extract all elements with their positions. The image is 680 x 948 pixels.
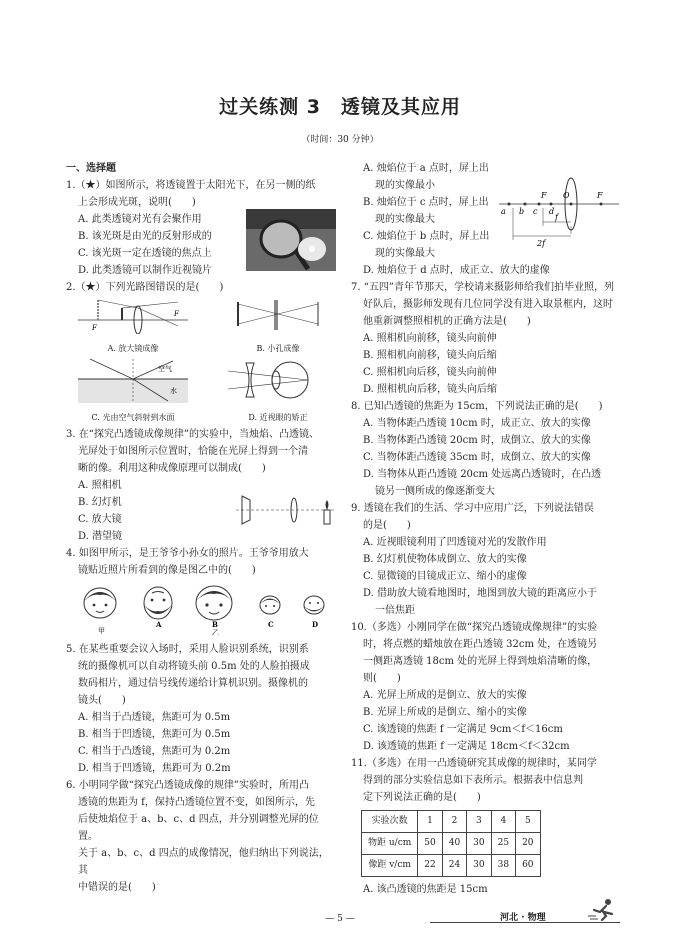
table-row: 实验次数 1 2 3 4 5 [362,811,541,833]
svg-text:甲: 甲 [98,627,105,635]
bench-setup-diagram [236,492,336,528]
table-row: 物距 u/cm 50 40 30 25 20 [362,833,541,855]
diagram-magnifier-image [78,296,188,334]
experiment-table [361,810,541,877]
svg-text:D: D [312,620,319,629]
svg-text:F: F [174,310,179,318]
figure-label-b: B. 小孔成像 [256,344,300,353]
question-6-options: A. 烛焰位于 a 点时，屏上出 现的实像最小 B. 烛焰位于 c 点时，屏上出 现的实像最大 C. 烛焰位于 b 点时，屏上出 现的实像最大 D. 烛焰位于 d 点时，成正立、放大的虚像 a b c d F F O f 2f [351,160,621,279]
question-6-stem: 6. 小明同学做“探究凸透镜成像的规律”实验时，所用凸 透镜的焦距为 f，保持凸透镜位置不变，如图所示，先 后使烛焰位于 a、b、c、d 四点，并分别调整光屏的位置。 关于 a、b、c、d 四点的成像情况，他归纳出下列说法，其 中错误的是( ) [66,780,329,893]
q3-option-a[interactable]: A. 照相机 [78,480,122,491]
svg-text:F: F [597,191,603,200]
q1-option-b[interactable]: B. 该光斑是由光的反射形成的 [78,231,212,242]
footer-brand: 河北 · 物理 [500,913,546,923]
question-10: 10.（多选）小刚同学在做“探究凸透镜成像规律”的实验 时，将点燃的蜡烛放在距凸透镜 32cm 处，在透镜另 一侧距离透镜 18cm 处的光屏上得到烛焰清晰的像， 则( ) A. 光屏上所成的是倒立、放大的实像 B. 光屏上所成的是倒立、缩小的实像 C. 该透镜的焦距 f 一定满足 9cm＜f＜16cm D. 该透镜的焦距 f 一定满足 18cm＜f＜32cm [351,619,621,755]
q9-option-d[interactable]: D. 借助放大镜看地图时，地图到放大镜的距离应小于 [363,588,598,599]
q9-option-c[interactable]: C. 显微镜的目镜成正立、缩小的虚像 [363,571,527,582]
svg-text:2f: 2f [537,239,546,248]
q7-option-b[interactable]: B. 照相机向前移，镜头向后缩 [363,350,497,361]
q5-option-b[interactable]: B. 相当于凹透镜，焦距可为 0.5m [78,729,231,740]
svg-text:d: d [549,207,555,216]
q10-option-c[interactable]: C. 该透镜的焦距 f 一定满足 9cm＜f＜16cm [363,724,563,735]
q6-option-a[interactable]: A. 烛焰位于 a 点时，屏上出 [363,163,489,174]
svg-text:F: F [92,324,97,332]
q10-option-d[interactable]: D. 该透镜的焦距 f 一定满足 18cm＜f＜32cm [363,741,570,752]
girl-photo-option-d [304,596,324,614]
q9-option-a[interactable]: A. 近视眼镜利用了凹透镜对光的发散作用 [363,537,547,548]
q7-option-a[interactable]: A. 照相机向前移，镜头向前伸 [363,333,497,344]
svg-text:F: F [541,191,547,200]
girl-photo-option-b [196,586,232,620]
question-7: 7. “五四”青年节那天，学校请来摄影师给我们拍毕业照，列 好队后，摄影师发现有几位同学没有进入取景框内，这时 他重新调整照相机的正确方法是( ) A. 照相机向前移，镜头向前伸 B. 照相机向前移，镜头向后缩 C. 照相机向后移，镜头向前伸 D. 照相机向后移，镜头向后缩 [351,279,621,398]
diagram-myopia-correction [228,357,328,403]
q3-option-c[interactable]: C. 放大镜 [78,514,122,525]
lens-points-diagram [499,174,619,250]
question-4: 4. 如图甲所示，是王爷爷小孙女的照片。王爷爷用放大 镜贴近照片所看到的像是图乙中的( ) 甲 A B 乙 C D [66,545,338,641]
diagram-refraction [78,357,188,403]
q6-option-b[interactable]: B. 烛焰位于 c 点时，屏上出 [363,197,489,208]
time-limit: （时间：30 分钟） [301,135,379,145]
page-number: — 5 — [325,914,355,924]
q11-option-a[interactable]: A. 该凸透镜的焦距是 15cm [363,884,488,895]
q8-option-d[interactable]: D. 当物体从距凸透镜 20cm 处远离凸透镜时，在凸透 [363,469,602,480]
svg-text:C: C [268,620,274,629]
figure-label-a: A. 放大镜成像 [107,344,159,353]
page-title: 过关练测 3 透镜及其应用 [219,96,461,118]
question-8: 8. 已知凸透镜的焦距为 15cm，下列说法正确的是( ) A. 当物体距凸透镜 10cm 时，成正立、放大的实像 B. 当物体距凸透镜 20cm 时，成倒立、放大的实像 C. 当物体距凸透镜 35cm 时，成倒立、放大的实像 D. 当物体从距凸透镜 20cm 处远离凸透镜时，在凸透 镜另一侧所成的像逐渐变大 [351,398,621,500]
q7-option-c[interactable]: C. 照相机向后移，镜头向前伸 [363,367,497,378]
q3-option-b[interactable]: B. 幻灯机 [78,497,122,508]
q7-option-d[interactable]: D. 照相机向后移，镜头向后缩 [363,384,498,395]
question-2: 2.（★）下列光路图错误的是( ) F F A. 放大镜成像 B. 小孔成像 空气 水 C. 光由空气斜射到水面 D. 近视眼的矫正 [66,279,338,426]
q1-option-d[interactable]: D. 此类透镜可以制作近视镜片 [78,265,213,276]
question-3: 3. 在“探究凸透镜成像规律”的实验中，当烛焰、凸透镜、 光屏处于如图所示位置时，恰能在光屏上得到一个清 晰的像。利用这种成像原理可以制成( ) A. 照相机 B. 幻灯机 C. 放大镜 D. 潜望镜 [66,426,338,545]
right-column [351,160,621,898]
svg-text:水: 水 [170,387,177,395]
svg-text:c: c [533,207,538,216]
figure-label-c: C. 光由空气斜射到水面 [91,413,175,422]
svg-text:O: O [563,191,570,200]
section-heading: 一、选择题 [66,163,116,174]
question-5: 5. 在某些重要会议入场时，采用人脸识别系统，识别系 统的摄像机可以自动将镜头前 0.5m 处的人脸拍摄成 数码相片，通过信号线传递给计算机识别。摄像机的 镜头( ) A. 相当于凸透镜，焦距可为 0.5m B. 相当于凹透镜，焦距可为 0.5m C. 相当于凸透镜，焦距可为 0.2m D. 相当于凹透镜，焦距可为 0.2m [66,641,338,777]
svg-text:b: b [519,207,525,216]
q10-option-a[interactable]: A. 光屏上所成的是倒立、放大的实像 [363,690,527,701]
q8-option-a[interactable]: A. 当物体距凸透镜 10cm 时，成正立、放大的实像 [363,418,591,429]
q1-option-a[interactable]: A. 此类透镜对光有会聚作用 [78,214,202,225]
svg-text:乙: 乙 [212,629,219,635]
svg-text:空气: 空气 [158,365,172,373]
table-row: 像距 v/cm 22 24 30 38 60 [362,855,541,877]
q9-option-b[interactable]: B. 幻灯机使物体成倒立、放大的实像 [363,554,527,565]
question-1: 1.（★）如图所示，将透镜置于太阳光下，在另一侧的纸 上会形成光斑，说明( ) A. 此类透镜对光有会聚作用 B. 该光斑是由光的反射形成的 C. 该光斑一定在透镜的焦点上 D. 此类透镜可以制作近视镜片 [66,177,338,279]
left-column [66,160,338,896]
q10-option-b[interactable]: B. 光屏上所成的是倒立、缩小的实像 [363,707,527,718]
svg-text:B: B [212,620,218,629]
question-9: 9. 透镜在我们的生活、学习中应用广泛，下列说法错误 的是( ) A. 近视眼镜利用了凹透镜对光的发散作用 B. 幻灯机使物体成倒立、放大的实像 C. 显微镜的目镜成正立、缩小的虚像 D. 借助放大镜看地图时，地图到放大镜的距离应小于 一倍焦距 [351,500,621,619]
svg-text:A: A [156,620,162,629]
question-11: 11.（多选）在用一凸透镜研究其成像的规律时，某同学 得到的部分实验信息如下表所示。根据表中信息判 定下列说法正确的是( ) 实验次数 1 2 3 4 5 物距 u/cm 50 40 30 25 20 像距 v/cm 22 24 30 38 60 A. 该凸透镜的焦距是 15cm [351,755,621,898]
q5-option-a[interactable]: A. 相当于凸透镜，焦距可为 0.5m [78,712,231,723]
q8-option-c[interactable]: C. 当物体距凸透镜 35cm 时，成倒立、放大的实像 [363,452,591,463]
q8-option-b[interactable]: B. 当物体距凸透镜 20cm 时，成倒立、放大的实像 [363,435,591,446]
q1-option-c[interactable]: C. 该光斑一定在透镜的焦点上 [78,248,212,259]
magnifier-photo [246,209,336,271]
diagram-pinhole [228,296,328,334]
q6-option-d[interactable]: D. 烛焰位于 d 点时，成正立、放大的虚像 [363,265,550,276]
q3-option-d[interactable]: D. 潜望镜 [78,531,123,542]
runner-logo-icon [588,898,618,922]
girl-photo-option-c [260,596,280,614]
svg-text:f: f [555,213,558,222]
svg-text:a: a [501,207,506,216]
girl-photo-option-a [144,587,172,619]
q4-photo-options [78,579,338,635]
q5-option-c[interactable]: C. 相当于凸透镜，焦距可为 0.2m [78,746,231,757]
figure-label-d: D. 近视眼的矫正 [248,413,308,422]
girl-photo-original [84,588,116,618]
q5-option-d[interactable]: D. 相当于凹透镜，焦距可为 0.2m [78,763,231,774]
q6-option-c[interactable]: C. 烛焰位于 b 点时，屏上出 [363,231,490,242]
